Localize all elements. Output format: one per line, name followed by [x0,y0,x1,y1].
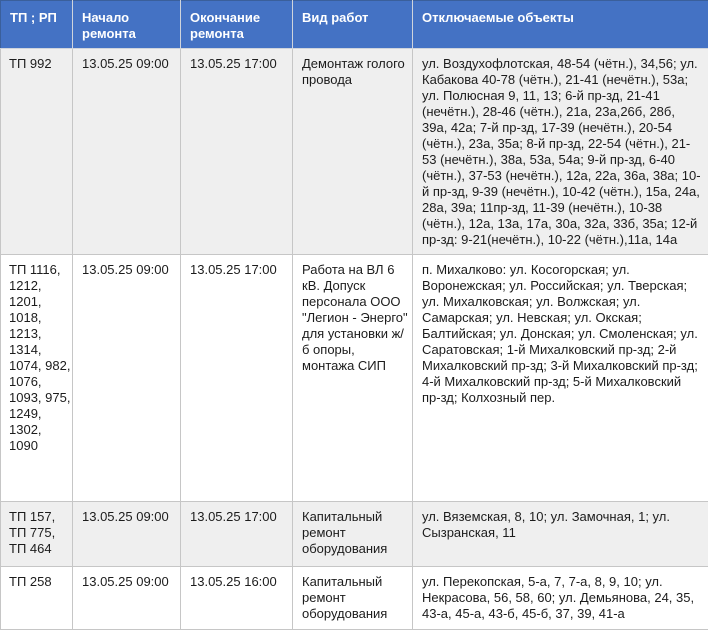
table-row [1,255,708,502]
cell-repair-end: 13.05.25 16:00 [181,567,293,630]
col-header-tp-rp: ТП ; РП [1,1,73,49]
cell-tp-rp: ТП 157, ТП 775, ТП 464 [1,502,73,567]
cell-repair-end: 13.05.25 17:00 [181,502,293,567]
cell-tp-rp: ТП 1116, 1212, 1201, 1018, 1213, 1314, 1074, 982, 1076, 1093, 975, 1249, 1302, 1090 [1,255,73,502]
table-body [1,49,708,630]
cell-disconnected-objects: ул. Вяземская, 8, 10; ул. Замочная, 1; ул. Сызранская, 11 [413,502,708,567]
cell-work-type: Работа на ВЛ 6 кВ. Допуск персонала ООО "Легион - Энерго" для установки ж/б опоры, монтажа СИП [293,255,413,502]
cell-repair-start: 13.05.25 09:00 [73,255,181,502]
cell-repair-start: 13.05.25 09:00 [73,49,181,255]
cell-disconnected-objects: ул. Перекопская, 5-а, 7, 7-а, 8, 9, 10; ул. Некрасова, 56, 58, 60; ул. Демьянова, 24, 35, 43-а, 45-а, 43-б, 45-б, 37, 39, 41-а [413,567,708,630]
cell-work-type: Демонтаж голого провода [293,49,413,255]
cell-repair-start: 13.05.25 09:00 [73,502,181,567]
cell-work-type: Капитальный ремонт оборудования [293,567,413,630]
table-row [1,567,708,630]
cell-repair-end: 13.05.25 17:00 [181,255,293,502]
col-header-repair-start: Начало ремонта [73,1,181,49]
cell-disconnected-objects: п. Михалково: ул. Косогорская; ул. Воронежская; ул. Российская; ул. Тверская; ул. Михалковская; ул. Волжская; ул. Самарская; ул. Невская; ул. Окская; Балтийская; ул. Донская; ул. Смоленская; ул. Саратовская; 1-й Михалковский пр-зд; 2-й Михалковский пр-зд; 3-й Михалковский пр-зд; 4-й Михалковский пр-зд; 5-й Михалковский пр-зд; Колхозный пер. [413,255,708,502]
cell-repair-start: 13.05.25 09:00 [73,567,181,630]
header-row [1,1,708,49]
table-row [1,502,708,567]
cell-work-type: Капитальный ремонт оборудования [293,502,413,567]
col-header-disconnected-objects: Отключаемые объекты [413,1,708,49]
col-header-work-type: Вид работ [293,1,413,49]
table-row [1,49,708,255]
cell-repair-end: 13.05.25 17:00 [181,49,293,255]
col-header-repair-end: Окончание ремонта [181,1,293,49]
cell-tp-rp: ТП 258 [1,567,73,630]
cell-tp-rp: ТП 992 [1,49,73,255]
cell-disconnected-objects: ул. Воздухофлотская, 48-54 (чётн.), 34,56; ул. Кабакова 40-78 (чётн.), 21-41 (нечётн.), 53а; ул. Полюсная 9, 11, 13; 6-й пр-зд, 21-41 (нечётн.), 28-46 (чётн.), 21а, 23а,26б, 28б, 39а, 42а; 7-й пр-зд, 17-39 (нечётн.), 20-54 (чётн.), 23а, 35а; 8-й пр-зд, 22-54 (чётн.), 21-53 (нечётн.), 38а, 53а, 54а; 9-й пр-зд, 6-40 (чётн.), 37-53 (нечётн.), 12а, 22а, 36а, 38а; 10-й пр-зд, 9-39 (нечётн.), 10-42 (чётн.), 15а, 24а, 28а, 39а; 11пр-зд, 11-39 (нечётн.), 10-38 (чётн.), 12а, 13а, 17а, 30а, 32а, 33б, 35а; 12-й пр-зд: 9-21(нечётн.), 10-22 (чётн.),11а, 14а [413,49,708,255]
